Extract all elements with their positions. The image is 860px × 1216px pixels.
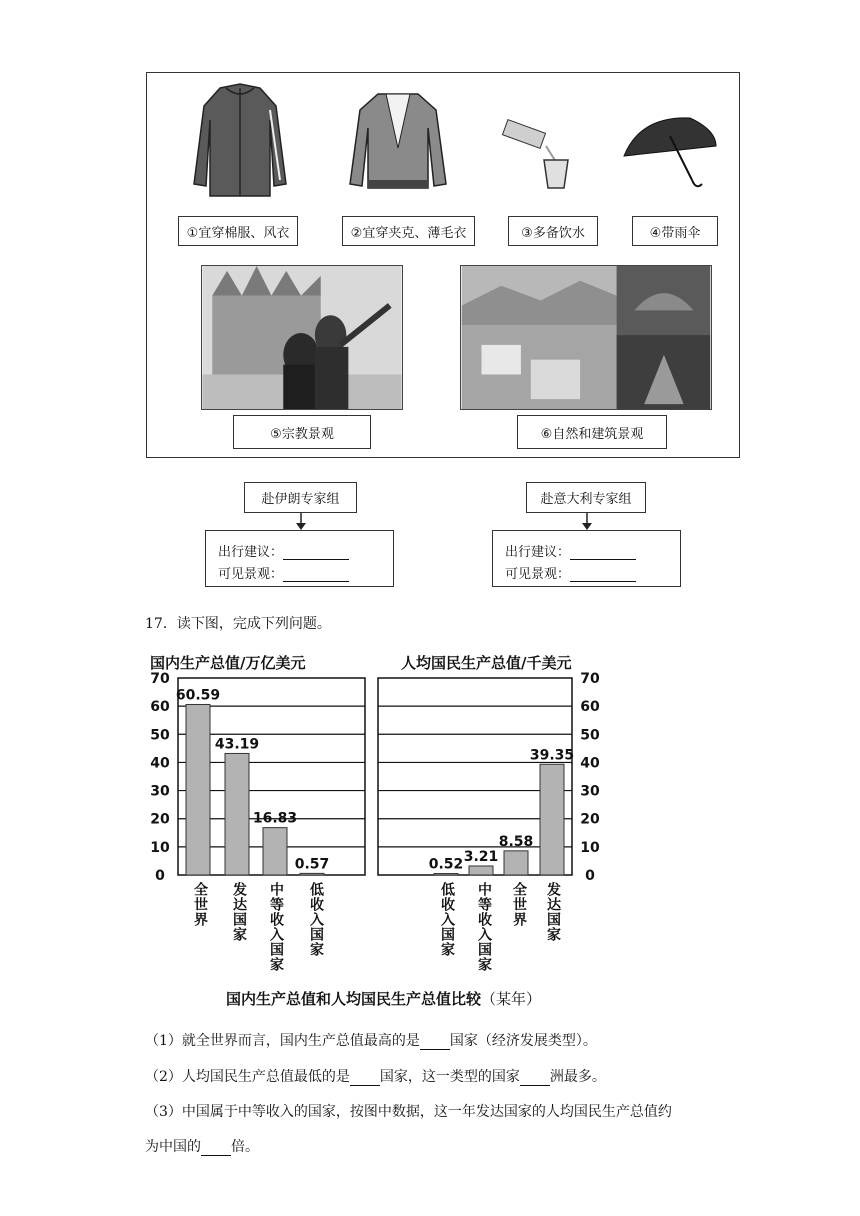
- q1-post: 国家（经济发展类型）。: [449, 1033, 597, 1049]
- iran-advice-box: [205, 530, 394, 587]
- padded-coat-image: [190, 80, 290, 200]
- gdp-bar-chart: [140, 668, 380, 888]
- bar: [504, 851, 528, 875]
- y-tick-label: 70: [580, 671, 600, 687]
- q2-blank-2[interactable]: [520, 1071, 550, 1086]
- sight-blank[interactable]: [283, 567, 349, 582]
- y-tick-label: 0: [585, 868, 595, 884]
- y-tick-label: 30: [150, 783, 170, 800]
- chart-caption-note: （某年）: [481, 990, 542, 1008]
- q2-mid: 国家，这一类型的国家: [379, 1069, 520, 1085]
- gnp-chart-title: 人均国民生产总值/千美元: [401, 654, 572, 672]
- bar: [225, 753, 249, 875]
- q2-blank-1[interactable]: [350, 1071, 380, 1086]
- q3-post: 倍。: [231, 1139, 259, 1155]
- question-3-line1: （3）中国属于中等收入的国家，按图中数据，这一年发达国家的人均国民生产总值约: [145, 1104, 672, 1120]
- gnp-category-label: 低收入国家: [439, 882, 455, 957]
- sight-label: 可见景观：: [218, 567, 284, 582]
- natural-architecture-label: ⑥自然和建筑景观: [517, 415, 667, 449]
- bar-value-label: 16.83: [252, 810, 298, 827]
- q1-pre: （1）就全世界而言，国内生产总值最高的是: [145, 1033, 420, 1049]
- gdp-category-label: 低收入国家: [308, 882, 324, 957]
- water-image: [500, 116, 580, 190]
- religious-landscape-photo: [201, 265, 403, 410]
- advice-blank[interactable]: [570, 545, 636, 560]
- advice-label: 出行建议：: [505, 545, 571, 560]
- clothing-tip-2: ②宜穿夹克、薄毛衣: [342, 216, 475, 246]
- y-tick-label: 30: [580, 783, 600, 800]
- bar: [540, 764, 564, 875]
- sight-label: 可见景观：: [505, 567, 571, 582]
- bar-value-label: 8.58: [498, 833, 534, 850]
- q1-blank[interactable]: [420, 1035, 450, 1050]
- bar: [469, 866, 493, 875]
- question-intro: 17．读下图，完成下列问题。: [145, 616, 331, 632]
- bar: [434, 874, 458, 875]
- religious-landscape-label: ⑤宗教景观: [233, 415, 371, 449]
- chart-caption: [226, 988, 541, 1009]
- bar: [300, 873, 324, 875]
- advice-label: 出行建议：: [218, 545, 284, 560]
- y-tick-label: 0: [155, 868, 165, 884]
- advice-blank[interactable]: [283, 545, 349, 560]
- gnp-category-label: 全世界: [511, 882, 527, 927]
- water-tip: ③多备饮水: [508, 216, 598, 246]
- q2-post: 洲最多。: [549, 1069, 606, 1085]
- bar: [186, 704, 210, 875]
- y-tick-label: 60: [150, 699, 170, 716]
- gnp-per-capita-bar-chart: [370, 668, 610, 888]
- italy-group-box: 赴意大利专家组: [526, 482, 646, 513]
- y-tick-label: 20: [150, 811, 170, 828]
- iran-group-box: 赴伊朗专家组: [244, 482, 357, 513]
- y-tick-label: 10: [150, 839, 170, 856]
- italy-advice-box: [492, 530, 681, 587]
- gdp-category-label: 中等收入国家: [268, 882, 284, 972]
- chart-caption-text: 国内生产总值和人均国民生产总值比较: [226, 990, 482, 1008]
- umbrella-image: [620, 110, 720, 194]
- y-tick-label: 50: [150, 727, 170, 744]
- bar-value-label: 39.35: [529, 747, 575, 764]
- bar-value-label: 0.57: [294, 856, 330, 873]
- sight-blank[interactable]: [570, 567, 636, 582]
- question-1: [145, 1030, 597, 1050]
- bar-value-label: 3.21: [463, 848, 499, 865]
- q3-pre: 为中国的: [145, 1139, 201, 1155]
- y-tick-label: 50: [580, 727, 600, 744]
- y-tick-label: 40: [580, 755, 600, 772]
- q2-pre: （2）人均国民生产总值最低的是: [145, 1069, 350, 1085]
- bar: [263, 828, 287, 875]
- iran-arrow: [294, 513, 308, 531]
- umbrella-tip: ④带雨伞: [632, 216, 718, 246]
- y-tick-label: 40: [150, 755, 170, 772]
- y-tick-label: 10: [580, 839, 600, 856]
- q3-blank[interactable]: [201, 1141, 231, 1156]
- y-tick-label: 70: [150, 671, 170, 687]
- question-2: [145, 1066, 606, 1086]
- gnp-category-label: 发达国家: [545, 882, 561, 942]
- italy-arrow: [580, 513, 594, 531]
- natural-architecture-photo: [460, 265, 712, 410]
- question-3-line2: [145, 1136, 259, 1156]
- y-tick-label: 60: [580, 699, 600, 716]
- y-tick-label: 20: [580, 811, 600, 828]
- bar-value-label: 43.19: [214, 736, 260, 753]
- clothing-tip-1: ①宜穿棉服、风衣: [178, 216, 298, 246]
- bar-value-label: 60.59: [175, 687, 221, 704]
- gdp-category-label: 全世界: [192, 882, 208, 927]
- gnp-category-label: 中等收入国家: [476, 882, 492, 972]
- jacket-image: [348, 88, 448, 198]
- gdp-category-label: 发达国家: [231, 882, 247, 942]
- bar-value-label: 0.52: [428, 856, 464, 873]
- gdp-chart-title: 国内生产总值/万亿美元: [150, 654, 306, 672]
